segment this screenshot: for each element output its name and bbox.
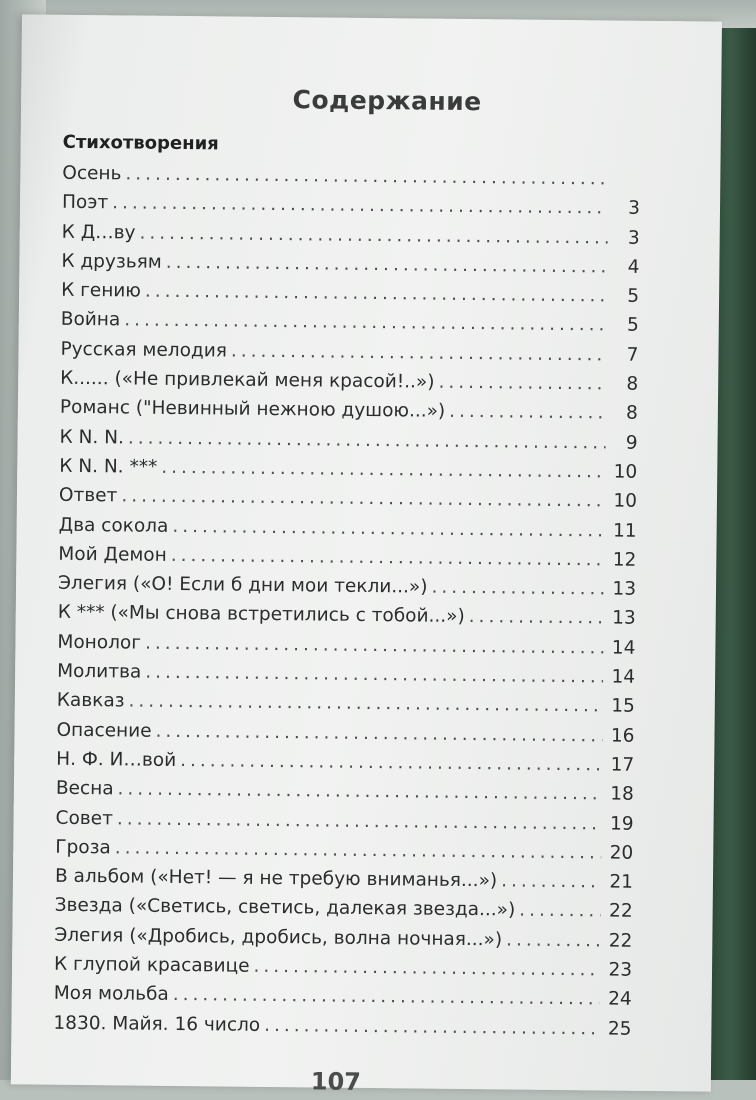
page-number: 107 <box>311 1067 361 1096</box>
toc-leader-dots <box>145 628 604 662</box>
toc-entry-page: 14 <box>609 633 635 663</box>
toc-entry-title: Осень <box>62 159 121 189</box>
toc-entry-title: Моя мольба <box>54 979 169 1010</box>
toc-entry-title: К Д…ву <box>62 217 136 247</box>
toc-entry-page: 12 <box>610 545 636 575</box>
toc-entry-title: К N. N. <box>59 422 124 452</box>
toc-entry-page: 21 <box>607 868 633 898</box>
toc-entry-page: 22 <box>607 897 633 927</box>
toc-entry-page: 7 <box>612 340 638 370</box>
toc-entry-page: 10 <box>611 487 637 517</box>
toc-entry-title: Опасение <box>56 715 151 745</box>
toc-entry-title: Весна <box>56 774 114 804</box>
toc-entry-page: 23 <box>606 956 632 986</box>
toc-leader-dots <box>431 573 604 604</box>
toc-leader-dots <box>173 980 600 1014</box>
toc-leader-dots <box>166 248 608 282</box>
toc-entry-page: 9 <box>611 428 637 458</box>
toc-leader-dots <box>231 336 607 369</box>
toc-leader-dots <box>501 867 601 897</box>
toc-entry-page: 17 <box>608 750 634 780</box>
toc-entry-title: Элегия («О! Если б дни мои текли...») <box>58 569 428 602</box>
toc-entry-title: Война <box>61 305 121 335</box>
toc-leader-dots <box>171 541 605 575</box>
toc-entry-page: 18 <box>608 780 634 810</box>
toc-entry-page: 11 <box>610 516 636 546</box>
toc-entry-page: 8 <box>612 370 638 400</box>
toc-entry-title: К...... («Не привлекай меня красой!..») <box>60 364 435 397</box>
toc-entry-title: В альбом («Нет! — я не требую вниманья...») <box>55 862 497 896</box>
toc-entry-title: Совет <box>55 803 113 833</box>
toc-leader-dots <box>253 952 600 985</box>
toc-entry-title: 1830. Майя. 16 число <box>53 1008 260 1039</box>
toc-entry-title: К N. N. *** <box>59 452 157 482</box>
toc-leader-dots <box>449 397 606 428</box>
toc-leader-dots <box>172 512 605 546</box>
toc-entry-page: 13 <box>610 575 636 605</box>
toc-leader-dots <box>180 746 602 780</box>
toc-entry-page: 13 <box>610 604 636 634</box>
toc-entry-title: Романс ("Невинный нежною душою...») <box>60 393 446 426</box>
toc-entry-page: 19 <box>607 809 633 839</box>
toc-entry-page: 3 <box>614 223 640 253</box>
toc-entry-title: Мой Демон <box>58 540 167 570</box>
toc-entry-title: Два сокола <box>59 510 169 540</box>
toc-entry-page: 24 <box>606 985 632 1015</box>
toc-entry-page: 22 <box>606 926 632 956</box>
toc-leader-dots <box>519 896 601 926</box>
toc-leader-dots <box>145 277 607 311</box>
toc-leader-dots <box>155 716 602 750</box>
toc-entry <box>57 627 635 662</box>
toc-entry-title: Гроза <box>55 833 111 863</box>
toc-entry-page: 8 <box>612 399 638 429</box>
toc-leader-dots <box>506 925 601 955</box>
toc-entry-title: Монолог <box>57 627 141 657</box>
toc-list <box>31 159 640 1044</box>
section-heading: Стихотворения <box>63 132 641 159</box>
toc-leader-dots <box>161 453 605 487</box>
toc-leader-dots <box>264 1011 600 1044</box>
toc-entry-page: 5 <box>613 311 639 341</box>
toc-entry-title: К *** («Мы снова встретились с тобой...») <box>58 598 465 632</box>
toc-entry-page: 5 <box>613 282 639 312</box>
toc-entry-title: Ответ <box>59 481 118 511</box>
toc-entry-page: 10 <box>611 457 637 487</box>
toc-entry-title: Элегия («Дробись, дробись, волна ночная...») <box>54 920 502 954</box>
toc-entry-page: 25 <box>605 1014 631 1044</box>
toc-leader-dots <box>469 602 604 633</box>
toc-entry <box>53 1008 631 1043</box>
toc-entry-page: 3 <box>614 194 640 224</box>
toc-entry-title: Русская мелодия <box>60 335 227 366</box>
book-page <box>11 14 722 1091</box>
toc-entry-page: 4 <box>613 252 639 282</box>
table-of-contents <box>31 65 641 1044</box>
toc-entry-page: 20 <box>607 838 633 868</box>
toc-leader-dots <box>438 368 606 399</box>
page-title: Содержание <box>133 84 641 118</box>
toc-entry-title: К гению <box>61 276 141 306</box>
toc-entry-page: 14 <box>609 663 635 693</box>
toc-entry-title: Кавказ <box>57 686 125 716</box>
toc-entry-title: Звезда («Светись, светись, далекая звезда...») <box>55 891 516 925</box>
toc-entry-title: Молитва <box>57 657 141 687</box>
toc-entry-title: К друзьям <box>61 247 162 277</box>
toc-entry-title: К глупой красавице <box>54 950 250 981</box>
toc-leader-dots <box>145 658 603 692</box>
toc-entry-title: Н. Ф. И…вой <box>56 745 176 776</box>
toc-entry-page: 16 <box>608 721 634 751</box>
toc-entry-title: Поэт <box>62 188 108 218</box>
toc-entry-page: 15 <box>609 692 635 722</box>
